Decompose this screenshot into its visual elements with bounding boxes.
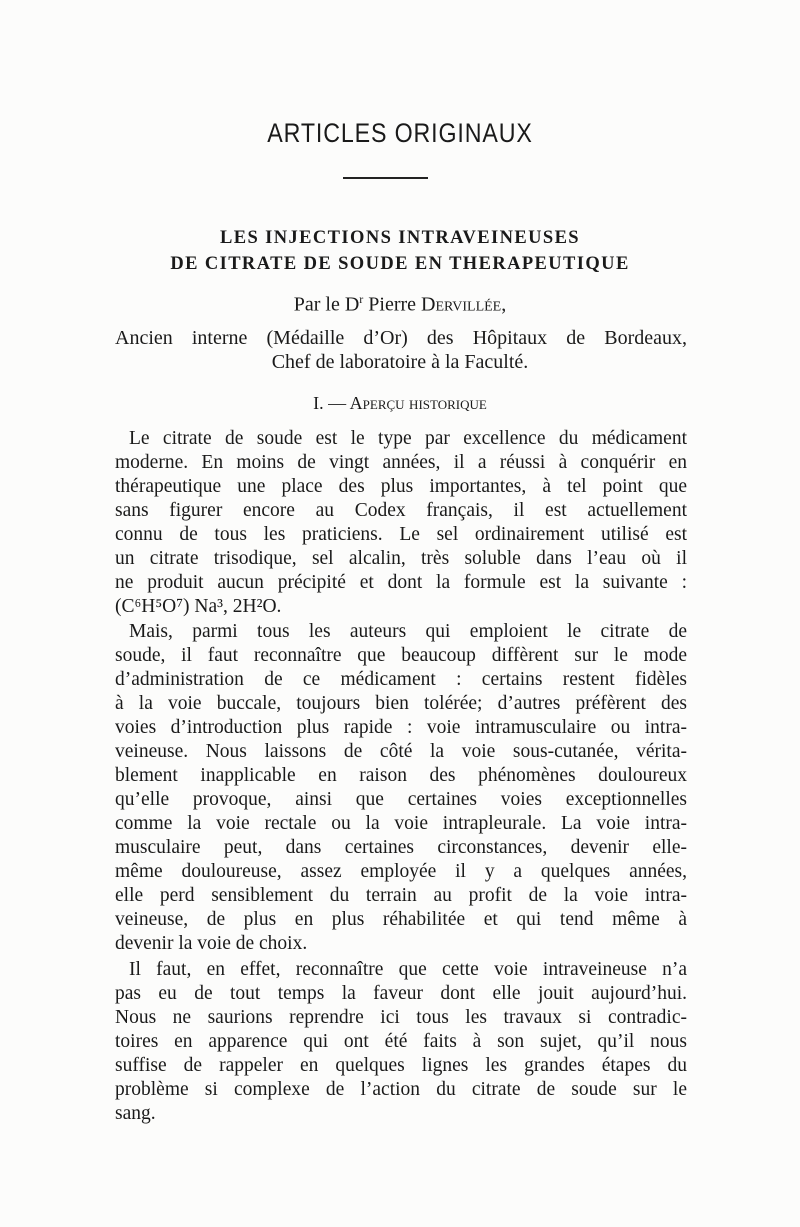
body-line: moderne. En moins de vingt années, il a réussi à conquérir en bbox=[115, 452, 687, 473]
body-line: Mais, parmi tous les auteurs qui emploient le citrate de bbox=[129, 621, 687, 642]
body-line: soude, il faut reconnaître que beaucoup diffèrent sur le mode bbox=[115, 645, 687, 666]
body-line: qu’elle provoque, ainsi que certaines voies exceptionnelles bbox=[115, 789, 687, 810]
affiliation-line-1: Ancien interne (Médaille d’Or) des Hôpitaux de Bordeaux, bbox=[115, 327, 687, 349]
body-line: musculaire peut, dans certaines circonstances, devenir elle- bbox=[115, 837, 687, 858]
chemical-formula: (C⁶H⁵O⁷) Na³, 2H²O. bbox=[115, 596, 282, 617]
body-line: suffise de rappeler en quelques lignes les grandes étapes du bbox=[115, 1055, 687, 1076]
subsection-heading: I. — Aperçu historique bbox=[313, 393, 487, 413]
body-line: voies d’introduction plus rapide : voie intramusculaire ou intra- bbox=[115, 717, 687, 738]
article-title-line-2: DE CITRATE DE SOUDE EN THERAPEUTIQUE bbox=[170, 254, 630, 274]
author-surname: Dervillée, bbox=[421, 293, 507, 316]
body-line: veineuse. Nous laissons de côté la voie sous-cutanée, vérita- bbox=[115, 741, 687, 762]
body-line: sang. bbox=[115, 1103, 156, 1124]
article-title-line-1: LES INJECTIONS INTRAVEINEUSES bbox=[219, 228, 580, 248]
byline-prefix: Par le D bbox=[293, 293, 360, 316]
body-line: à la voie buccale, toujours bien tolérée; d’autres préfèrent des bbox=[115, 693, 687, 714]
body-line: pas eu de tout temps la faveur dont elle jouit aujourd’hui. bbox=[115, 983, 687, 1004]
body-line: ne produit aucun précipité et dont la formule est la suivante : bbox=[115, 572, 687, 593]
body-line: problème si complexe de l’action du citrate de soude sur le bbox=[115, 1079, 687, 1100]
body-line: même douloureuse, assez employée il y a quelques années, bbox=[115, 861, 687, 882]
body-line: Nous ne saurions reprendre ici tous les travaux si contradic- bbox=[115, 1007, 687, 1028]
byline-superscript: r bbox=[359, 292, 364, 306]
body-line: devenir la voie de choix. bbox=[115, 933, 308, 954]
heading-rule bbox=[343, 177, 428, 179]
author-byline bbox=[0, 292, 800, 317]
body-line: toires en apparence qui ont été faits à son sujet, qu’il nous bbox=[115, 1031, 687, 1052]
body-line: thérapeutique une place des plus importantes, à tel point que bbox=[115, 476, 687, 497]
body-line: un citrate trisodique, sel alcalin, très soluble dans l’eau où il bbox=[115, 548, 687, 569]
body-line: d’administration de ce médicament : certains restent fidèles bbox=[115, 669, 687, 690]
section-heading: ARTICLES ORIGINAUX bbox=[267, 118, 533, 148]
author-first-name: Pierre bbox=[368, 293, 417, 316]
body-line: comme la voie rectale ou la voie intrapleurale. La voie intra- bbox=[115, 813, 687, 834]
body-line: blement inapplicable en raison des phénomènes douloureux bbox=[115, 765, 687, 786]
body-line: Il faut, en effet, reconnaître que cette voie intraveineuse n’a bbox=[129, 959, 687, 980]
body-line: sans figurer encore au Codex français, il est actuellement bbox=[115, 500, 687, 521]
body-line: Le citrate de soude est le type par excellence du médicament bbox=[129, 428, 687, 449]
body-line: elle perd sensiblement du terrain au profit de la voie intra- bbox=[115, 885, 687, 906]
body-line: connu de tous les praticiens. Le sel ordinairement utilisé est bbox=[115, 524, 687, 545]
affiliation-line-2: Chef de laboratoire à la Faculté. bbox=[271, 351, 529, 373]
body-line: veineuse, de plus en plus réhabilitée et qui tend même à bbox=[115, 909, 687, 930]
